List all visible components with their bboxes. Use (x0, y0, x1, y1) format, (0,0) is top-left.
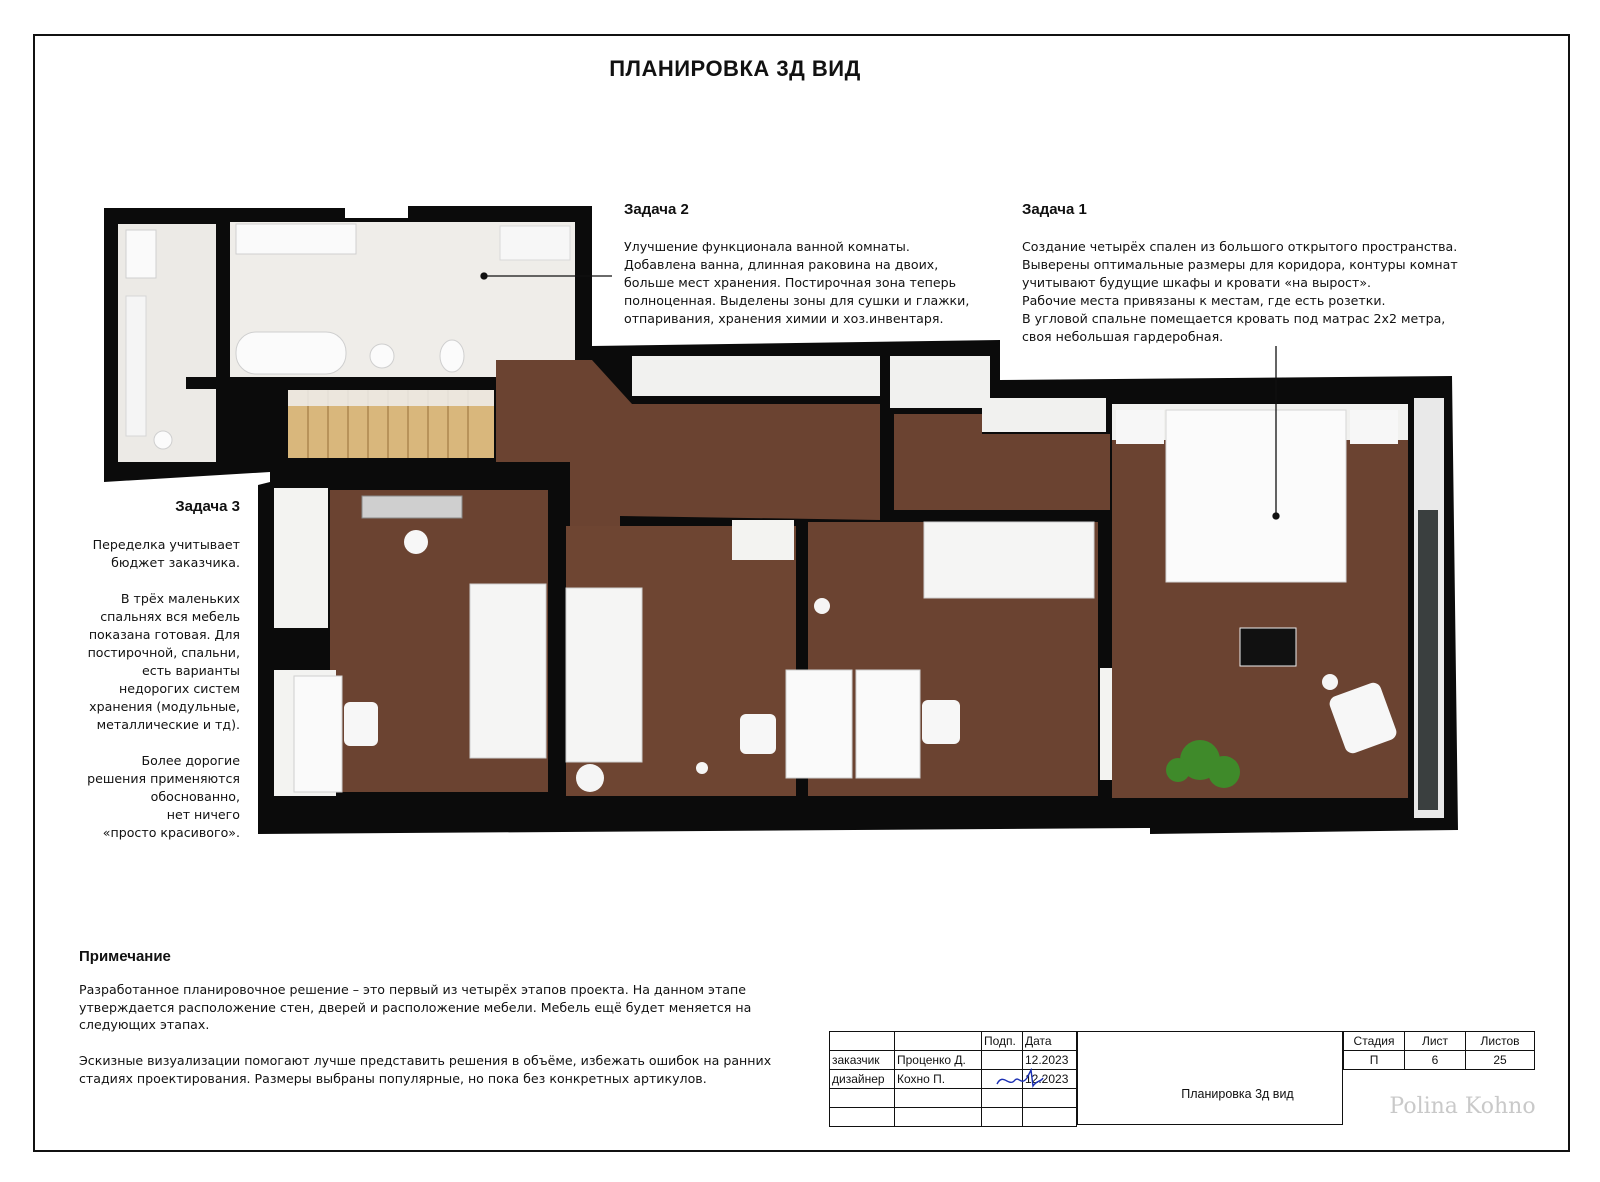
task1-text: Создание четырёх спален из большого открытого пространства. Выверены оптимальные размеры для коридора, контуры комнат учитывают будущие шкафы и кровати «на вырост». Рабочие места привязаны к местам, где есть розетки. В угловой спальне помещается кровать под матрас 2х2 метра, своя небольшая гардеробная. (1022, 239, 1458, 344)
stamp-name-2: Кохно П. (895, 1070, 982, 1089)
stamp-sheets-label: Листов (1466, 1032, 1535, 1051)
bedroom-middle-left (566, 520, 796, 796)
stamp-name-1: Проценко Д. (895, 1051, 982, 1070)
stamp-role-1: заказчик (830, 1051, 895, 1070)
stamp-sheets (1343, 1031, 1535, 1070)
stamp-sheet-label: Лист (1405, 1032, 1466, 1051)
note-paragraph-2: Эскизные визуализации помогают лучше представить решения в объёме, избежать ошибок на ранних стадиях проектирования. Размеры выбраны популярные, но пока без конкретных артикулов. (79, 1053, 772, 1086)
task3-text: Переделка учитывает бюджет заказчика. В трёх маленьких спальнях вся мебель показана готовая. Для постирочной, спальни, есть варианты недорогих систем хранения (модульные, металлические и тд). Более дорогие решения применяются обоснованно, нет ничего «просто красивого». (87, 537, 240, 840)
bedroom-corner (1112, 398, 1444, 818)
stamp-col-date: Дата (1023, 1032, 1077, 1051)
staircase (288, 390, 494, 458)
stamp-title-cell (1077, 1031, 1343, 1125)
stamp-date-1: 12.2023 (1023, 1051, 1077, 1070)
stamp-sheet-value: 6 (1405, 1051, 1466, 1070)
designer-signature (995, 1068, 1045, 1092)
page-title: ПЛАНИРОВКА 3Д ВИД (609, 56, 861, 81)
task2-heading: Задача 2 (624, 201, 689, 218)
stamp-stage-label: Стадия (1344, 1032, 1405, 1051)
stamp-sheets-value: 25 (1466, 1051, 1535, 1070)
stamp-doc-title: Планировка 3д вид (1181, 1087, 1294, 1101)
note-heading: Примечание (79, 948, 171, 965)
task1-heading: Задача 1 (1022, 201, 1087, 218)
note-paragraph-1: Разработанное планировочное решение – это первый из четырёх этапов проекта. На данном этапе утверждается расположение стен, дверей и расположение мебели. Мебель ещё будет меняется на следующих этапах. (79, 982, 752, 1032)
stamp-col-sign: Подп. (982, 1032, 1023, 1051)
stamp-date-2: 12.2023 (1023, 1070, 1077, 1089)
task3-heading: Задача 3 (175, 498, 240, 515)
stamp-stage-value: П (1344, 1051, 1405, 1070)
bedroom-middle-right (786, 522, 1142, 796)
task2-text: Улучшение функционала ванной комнаты. Добавлена ванна, длинная раковина на двоих, больше мест хранения. Постирочная зона теперь полноценная. Выделены зоны для сушки и глажки, отпаривания, хранения химии и хоз.инвентаря. (624, 239, 970, 326)
stamp-role-2: дизайнер (830, 1070, 895, 1089)
studio-logo: Polina Kohno (1389, 1094, 1536, 1119)
